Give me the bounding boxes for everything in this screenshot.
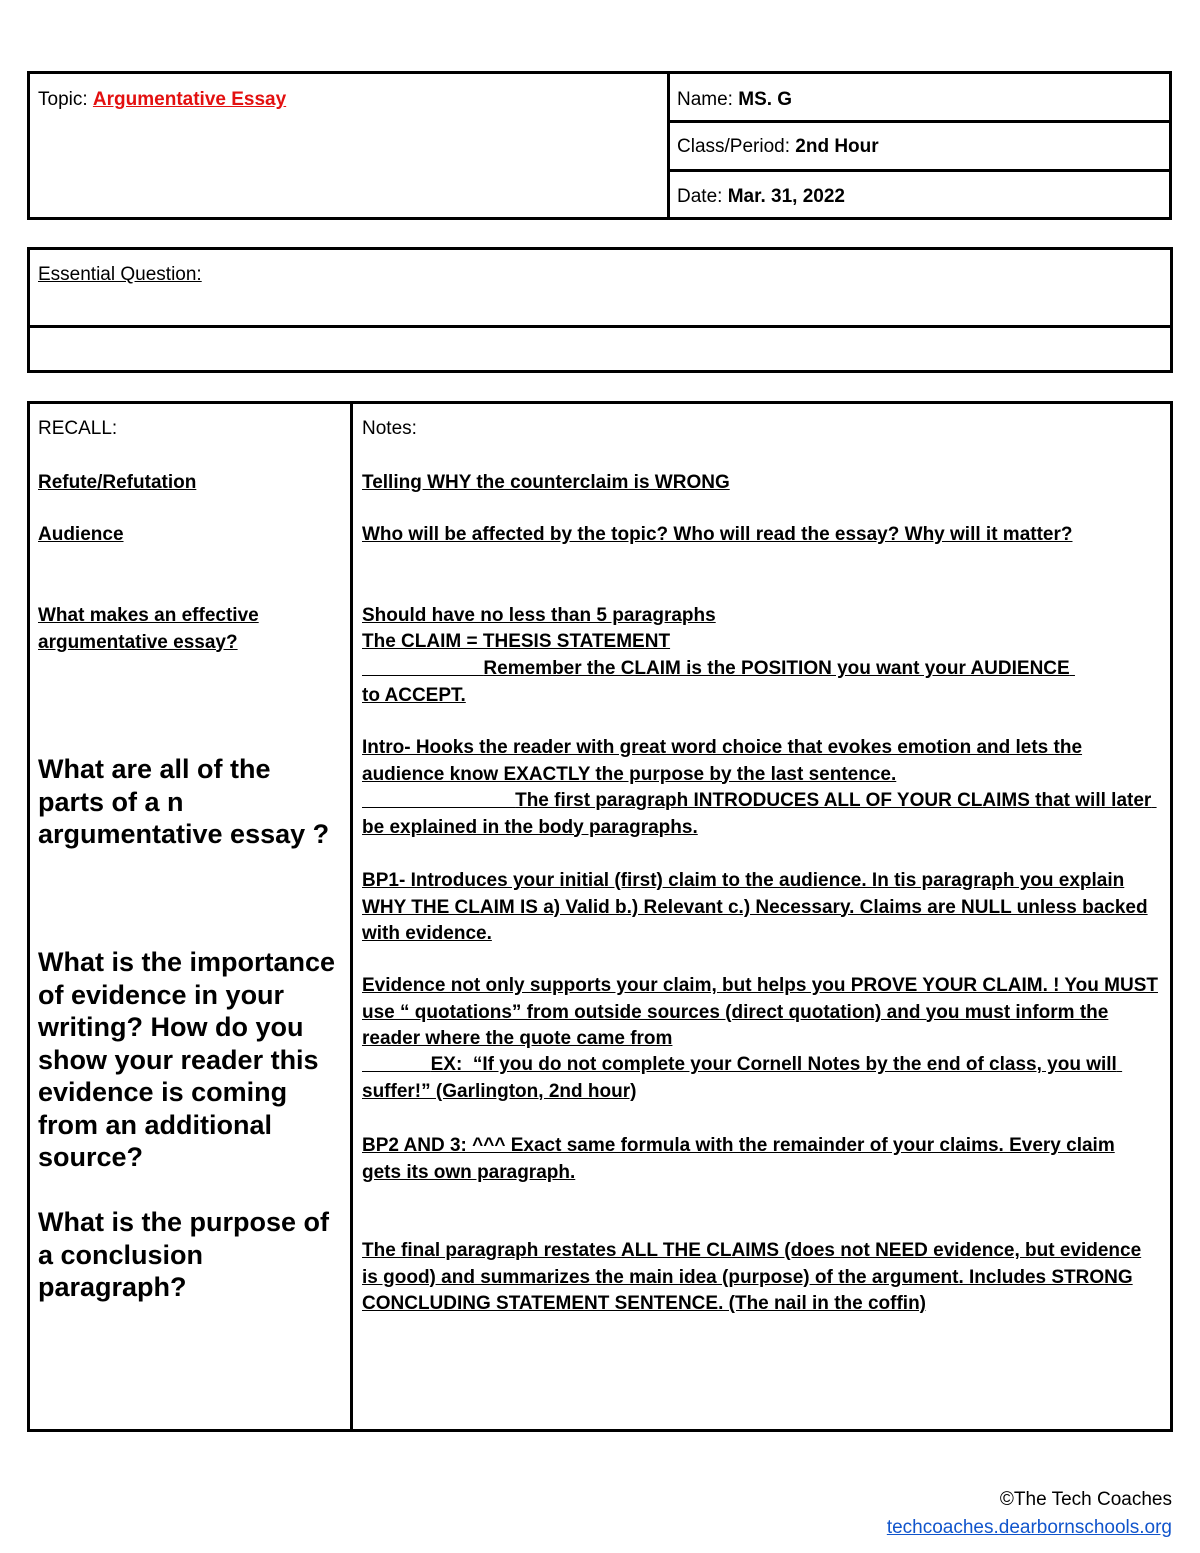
- topic-label: Topic:: [38, 89, 93, 110]
- note-intro-claims: The first paragraph INTRODUCES ALL OF YOUR CLAIMS that will later be explained in the body paragraphs.: [362, 790, 1157, 838]
- name-label: Name:: [677, 89, 739, 110]
- question-evidence: What is the importance of evidence in your writing? How do you show your reader this evidence is coming from an additional source?: [38, 947, 336, 1172]
- note-intro: Intro- Hooks the reader with great word choice that evokes emotion and lets the audience know EXACTLY the purpose by the last sentence.: [362, 737, 1083, 785]
- note-claim-thesis: The CLAIM = THESIS STATEMENT: [362, 631, 671, 652]
- header-row-divider: [670, 120, 1169, 123]
- question-conclusion: What is the purpose of a conclusion paragraph?: [38, 1207, 330, 1302]
- cornell-notes-table: [27, 401, 1173, 1432]
- topic-value: Argumentative Essay: [92, 89, 287, 110]
- note-evidence-example: EX: “If you do not complete your Cornell Notes by the end of class, you will suffer!” (Garlington, 2nd hour): [362, 1054, 1123, 1102]
- header-table: [27, 71, 1172, 220]
- note-audience: Who will be affected by the topic? Who will read the essay? Why will it matter?: [362, 524, 1073, 545]
- class-period-label: Class/Period:: [677, 136, 796, 157]
- name-field: [677, 89, 792, 111]
- note-claim-position: Remember the CLAIM is the POSITION you want your AUDIENCE to ACCEPT.: [362, 658, 1075, 706]
- note-conclusion: The final paragraph restates ALL THE CLAIMS (does not NEED evidence, but evidence is good) and summarizes the main idea (purpose) of the argument. Includes STRONG CONCLUDING STATEMENT SENTENCE. (The nail in the coffin): [362, 1240, 1142, 1314]
- note-body-paragraph-1: BP1- Introduces your initial (first) claim to the audience. In tis paragraph you explain WHY THE CLAIM IS a) Valid b.) Relevant c.) Necessary. Claims are NULL unless backed with evidence.: [362, 870, 1148, 944]
- recall-item-effective-essay: What makes an effective argumentative essay?: [38, 605, 259, 653]
- note-body-paragraphs-2-3: BP2 AND 3: ^^^ Exact same formula with the remainder of your claims. Every claim gets its own paragraph.: [362, 1135, 1115, 1183]
- name-value: MS. G: [738, 89, 793, 110]
- footer-link[interactable]: techcoaches.dearbornschools.org: [886, 1517, 1172, 1538]
- note-refute: Telling WHY the counterclaim is WRONG: [362, 472, 730, 493]
- essential-question-table: [27, 247, 1173, 373]
- essential-question-label: Essential Question:: [38, 264, 202, 285]
- date-value: Mar. 31, 2022: [727, 186, 845, 207]
- footer-copyright: ©The Tech Coaches: [999, 1489, 1172, 1510]
- header-row-divider: [670, 169, 1169, 172]
- recall-item-audience: Audience: [38, 524, 124, 545]
- class-period-value: 2nd Hour: [795, 136, 879, 157]
- class-period-field: [677, 136, 879, 158]
- notes-heading: Notes:: [362, 418, 417, 439]
- note-paragraph-count: Should have no less than 5 paragraphs: [362, 605, 716, 626]
- recall-item-refute: Refute/Refutation: [38, 472, 197, 493]
- topic-field: [38, 89, 286, 111]
- note-evidence: Evidence not only supports your claim, but helps you PROVE YOUR CLAIM. ! You MUST use “ quotations” from outside sources (direct quotation) and you must inform the reader where the quote came from: [362, 975, 1158, 1049]
- date-field: [677, 186, 845, 208]
- essential-question-divider: [30, 325, 1170, 328]
- recall-heading: RECALL:: [38, 418, 118, 439]
- column-divider: [350, 404, 353, 1429]
- question-essay-parts: What are all of the parts of a n argumentative essay ?: [38, 754, 330, 849]
- date-label: Date:: [677, 186, 728, 207]
- header-divider: [667, 74, 670, 217]
